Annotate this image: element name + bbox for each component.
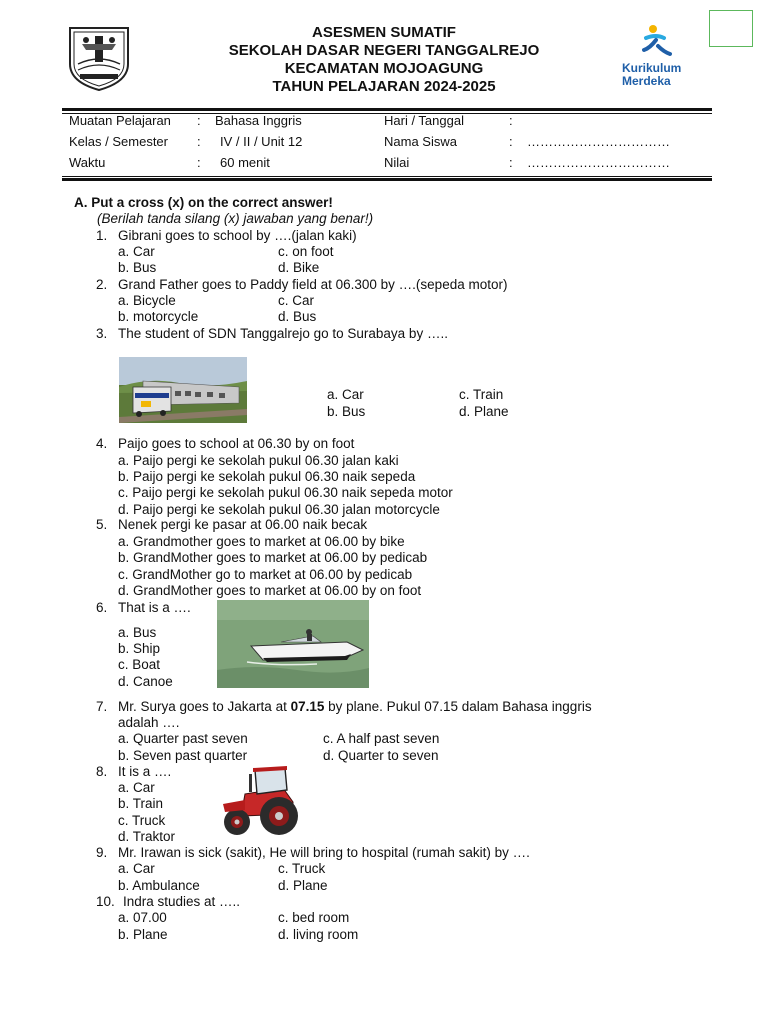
label-muatan: Muatan Pelajaran <box>69 113 171 128</box>
info-divider-bottom <box>62 178 712 181</box>
question-text: It is a …. <box>118 764 172 779</box>
value-nama[interactable]: …………………………… <box>527 134 670 149</box>
option-b[interactable]: b. motorcycle <box>118 309 199 324</box>
question-number: 7. <box>96 699 108 714</box>
colon: : <box>197 134 201 149</box>
value-kelas: IV / II / Unit 12 <box>220 134 303 149</box>
question-text: Gibrani goes to school by ….(jalan kaki) <box>118 228 357 243</box>
label-nilai: Nilai <box>384 155 410 170</box>
option-b[interactable]: b. Bus <box>118 260 157 275</box>
label-kelas: Kelas / Semester <box>69 134 168 149</box>
question-text: The student of SDN Tanggalrejo go to Surabaya by ….. <box>118 326 448 341</box>
option-a[interactable]: a. Car <box>118 861 155 876</box>
kurikulum-merdeka-logo <box>620 24 710 90</box>
option-d[interactable]: d. Plane <box>459 404 509 419</box>
question-number: 10. <box>96 894 115 909</box>
option-c[interactable]: c. Boat <box>118 657 161 672</box>
option-c[interactable]: c. Car <box>278 293 315 308</box>
question-text-line2: adalah …. <box>118 715 180 730</box>
option-b[interactable]: b. Train <box>118 796 164 811</box>
colon: : <box>197 113 201 128</box>
header-year: TAHUN PELAJARAN 2024-2025 <box>272 78 496 95</box>
option-c[interactable]: c. Paijo pergi ke sekolah pukul 06.30 naik sepeda motor <box>118 485 453 500</box>
header-title: ASESMEN SUMATIF <box>312 24 456 41</box>
option-a[interactable]: a. Paijo pergi ke sekolah pukul 06.30 jalan kaki <box>118 453 399 468</box>
option-d[interactable]: d. Canoe <box>118 674 173 689</box>
option-b[interactable]: b. Bus <box>327 404 366 419</box>
tractor-image <box>215 764 311 838</box>
train-image <box>119 357 247 423</box>
colon: : <box>197 155 201 170</box>
option-c[interactable]: c. Truck <box>118 813 166 828</box>
option-a[interactable]: a. Bicycle <box>118 293 176 308</box>
option-a[interactable]: a. Bus <box>118 625 157 640</box>
header-school: SEKOLAH DASAR NEGERI TANGGALREJO <box>228 42 540 59</box>
question-number: 9. <box>96 845 108 860</box>
value-nilai[interactable]: …………………………… <box>527 155 670 170</box>
question-text-part: Mr. Surya goes to Jakarta at <box>118 699 291 714</box>
option-d[interactable]: d. Plane <box>278 878 328 893</box>
option-a[interactable]: a. Grandmother goes to market at 06.00 by bike <box>118 534 405 549</box>
section-title: A. Put a cross (x) on the correct answer! <box>74 195 333 210</box>
question-text: Indra studies at ….. <box>123 894 241 909</box>
option-b[interactable]: b. Seven past quarter <box>118 748 248 763</box>
colon: : <box>509 113 513 128</box>
question-text <box>118 699 592 715</box>
question-text: That is a …. <box>118 600 191 615</box>
option-a[interactable]: a. Car <box>118 780 155 795</box>
question-number: 4. <box>96 436 108 451</box>
option-c[interactable]: c. A half past seven <box>323 731 440 746</box>
question-number: 6. <box>96 600 108 615</box>
question-number: 2. <box>96 277 108 292</box>
option-b[interactable]: b. Ship <box>118 641 161 656</box>
option-d[interactable]: d. living room <box>278 927 359 942</box>
label-nama: Nama Siswa <box>384 134 457 149</box>
option-c[interactable]: c. bed room <box>278 910 350 925</box>
option-b[interactable]: b. Ambulance <box>118 878 200 893</box>
boat-image <box>217 600 369 688</box>
colon: : <box>509 155 513 170</box>
kurikulum-logo-text-2: Merdeka <box>622 74 671 88</box>
question-number: 3. <box>96 326 108 341</box>
value-waktu: 60 menit <box>220 155 270 170</box>
option-d[interactable]: d. GrandMother goes to market at 06.00 by on foot <box>118 583 422 598</box>
option-d[interactable]: d. Bus <box>278 309 317 324</box>
option-a[interactable]: a. Quarter past seven <box>118 731 248 746</box>
header-district: KECAMATAN MOJOAGUNG <box>284 60 484 77</box>
question-number: 5. <box>96 517 108 532</box>
option-b[interactable]: b. Plane <box>118 927 168 942</box>
info-divider-bottom-thin <box>62 176 712 177</box>
question-text: Mr. Irawan is sick (sakit), He will bring to hospital (rumah sakit) by …. <box>118 845 530 860</box>
value-muatan: Bahasa Inggris <box>215 113 302 128</box>
option-c[interactable]: c. Truck <box>278 861 326 876</box>
option-a[interactable]: a. Car <box>118 244 155 259</box>
section-subtitle: (Berilah tanda silang (x) jawaban yang benar!) <box>97 211 374 226</box>
question-text-part: by plane. Pukul 07.15 dalam Bahasa inggris <box>324 699 592 714</box>
option-d[interactable]: d. Quarter to seven <box>323 748 439 763</box>
colon: : <box>509 134 513 149</box>
option-c[interactable]: c. Train <box>459 387 504 402</box>
option-b[interactable]: b. GrandMother goes to market at 06.00 by pedicab <box>118 550 428 565</box>
option-a[interactable]: a. 07.00 <box>118 910 167 925</box>
option-b[interactable]: b. Paijo pergi ke sekolah pukul 06.30 naik sepeda <box>118 469 416 484</box>
label-waktu: Waktu <box>69 155 106 170</box>
header-divider-top <box>62 108 712 111</box>
question-number: 1. <box>96 228 108 243</box>
kurikulum-logo-text-1: Kurikulum <box>622 61 682 75</box>
label-hari: Hari / Tanggal <box>384 113 464 128</box>
option-d[interactable]: d. Paijo pergi ke sekolah pukul 06.30 jalan motorcycle <box>118 502 440 517</box>
question-text: Grand Father goes to Paddy field at 06.300 by ….(sepeda motor) <box>118 277 508 292</box>
option-d[interactable]: d. Traktor <box>118 829 176 844</box>
option-c[interactable]: c. on foot <box>278 244 334 259</box>
question-number: 8. <box>96 764 108 779</box>
option-d[interactable]: d. Bike <box>278 260 320 275</box>
question-text: Paijo goes to school at 06.30 by on foot <box>118 436 355 451</box>
question-time-bold: 07.15 <box>290 699 325 714</box>
option-c[interactable]: c. GrandMother go to market at 06.00 by pedicab <box>118 567 413 582</box>
question-text: Nenek pergi ke pasar at 06.00 naik becak <box>118 517 368 532</box>
option-a[interactable]: a. Car <box>327 387 364 402</box>
